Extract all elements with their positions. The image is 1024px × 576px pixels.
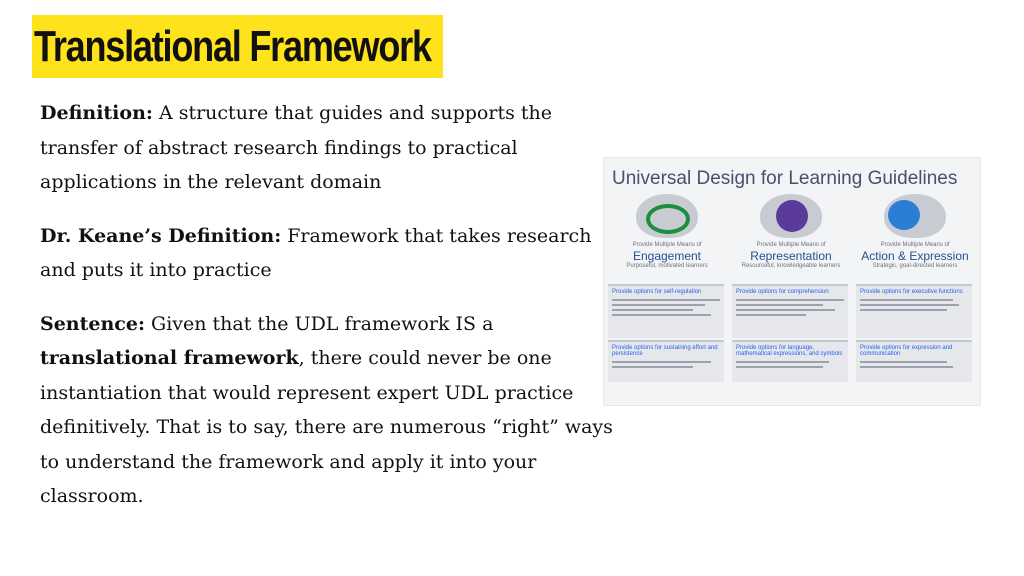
column-small-label: Provide Multiple Means of <box>632 242 702 248</box>
keane-definition-label: Dr. Keane’s Definition: <box>40 224 282 247</box>
representation-column <box>732 194 850 269</box>
guideline-box <box>856 340 972 382</box>
guideline-box <box>732 340 848 382</box>
brain-icon <box>884 194 946 238</box>
guideline-box-heading: Provide options for expression and communication <box>860 345 953 357</box>
slide-title: Translational Framework <box>34 22 431 71</box>
udl-guidelines-image <box>603 157 981 406</box>
sentence-emphasis: translational framework <box>40 347 299 369</box>
guideline-box <box>608 284 724 338</box>
sentence-paragraph <box>40 307 620 514</box>
udl-image-title: Universal Design for Learning Guidelines <box>612 168 958 189</box>
guideline-box-heading: Provide options for comprehension <box>736 289 829 295</box>
brain-icon <box>760 194 822 238</box>
brain-icon <box>636 194 698 238</box>
sentence-post: , there could never be one instantiation that would represent expert UDL practice definitively. That is to say, there are numerous “right” ways to understand the framework and apply it into your classroom. <box>40 347 613 507</box>
guideline-box <box>732 284 848 338</box>
action-expression-column <box>856 194 974 269</box>
sentence-label: Sentence: <box>40 312 145 335</box>
keane-definition-text: Framework that takes research and puts it into practice <box>40 224 592 281</box>
definition-text: A structure that guides and supports the transfer of abstract research findings to practical applications in the relevant domain <box>40 102 552 193</box>
guideline-box-heading: Provide options for language, mathematical expressions, and symbols <box>736 345 843 357</box>
column-heading: Engagement <box>632 249 702 263</box>
guideline-box <box>608 340 724 382</box>
column-subtitle: Resourceful, knowledgeable learners <box>741 263 841 269</box>
sentence-pre: Given that the UDL framework IS a <box>144 312 494 335</box>
column-subtitle: Purposeful, motivated learners <box>626 263 708 269</box>
engagement-column <box>608 194 726 269</box>
guideline-box <box>856 284 972 338</box>
column-small-label: Provide Multiple Means of <box>756 242 826 248</box>
guideline-box-heading: Provide options for executive functions <box>860 289 963 295</box>
keane-definition-paragraph <box>40 219 620 288</box>
title-highlight <box>32 15 443 78</box>
guideline-box-heading: Provide options for self-regulation <box>612 289 702 295</box>
slide-body <box>40 96 620 533</box>
column-heading: Action & Expression <box>861 249 969 263</box>
column-heading: Representation <box>750 249 832 263</box>
column-small-label: Provide Multiple Means of <box>880 242 950 248</box>
definition-label: Definition: <box>40 102 153 124</box>
definition-paragraph <box>40 96 620 200</box>
column-subtitle: Strategic, goal-directed learners <box>872 263 958 269</box>
guideline-box-heading: Provide options for sustaining effort and persistence <box>612 345 718 357</box>
